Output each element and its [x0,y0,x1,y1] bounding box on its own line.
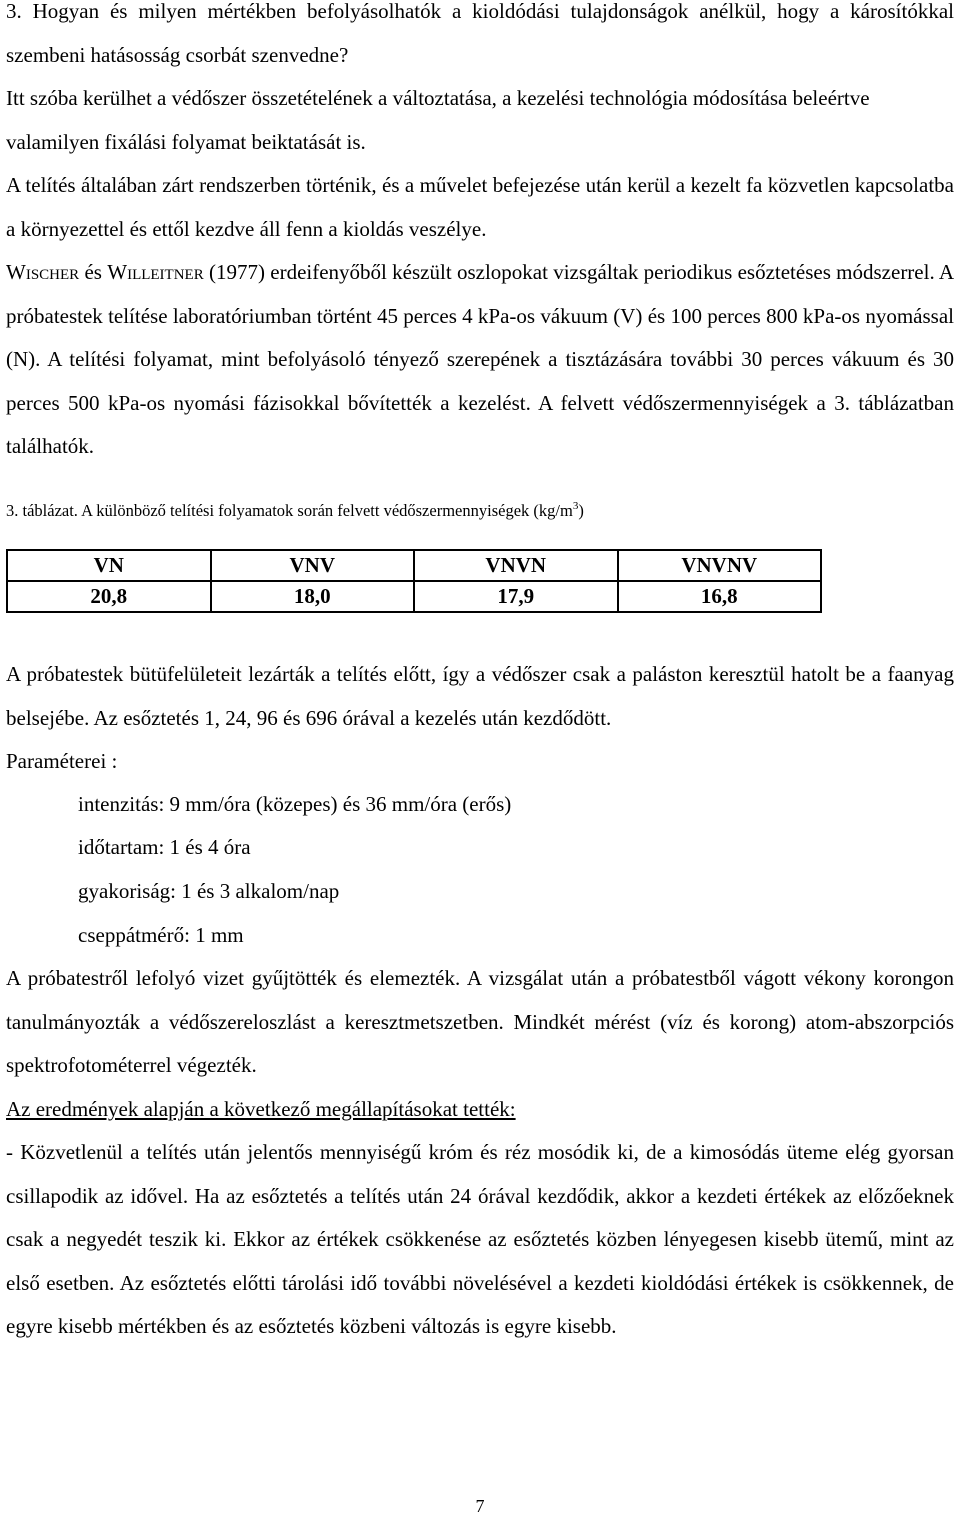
table-cell: 20,8 [7,581,211,612]
sealing-paragraph: A próbatestek bütüfelületeit lezárták a telítés előtt, így a védőszer csak a paláston keresztül hatolt be a faanyag belsejébe. Az esőztetés 1, 24, 96 és 696 órával a kezelés után kezdődött. [6,662,954,730]
analysis-paragraph: A próbatestről lefolyó vizet gyűjtötték és elemezték. A vizsgálat után a próbatestből vágott vékony korongon tanulmányozták a védőszereloszlást a keresztmetszetben. Mindkét mérést (víz és korong) atom-abszorpciós spektrofotométerrel végezték. [6,966,954,1077]
table-caption [6,496,584,526]
table-header-row [7,550,821,581]
table-cell: 16,8 [618,581,822,612]
table-caption-end: ) [578,501,584,520]
parameter-item: gyakoriság: 1 és 3 alkalom/nap [78,879,340,903]
table-caption-superscript: 3 [572,500,579,512]
saturation-paragraph: A telítés általában zárt rendszerben történik, és a művelet befejezése után kerül a kezelt fa közvetlen kapcsolatba a környezettel és ettől kezdve áll fenn a kioldás veszélye. [6,173,954,241]
author-willeitner: Willeitner [107,260,204,284]
table-header-cell: VNV [211,550,415,581]
table-header-cell: VN [7,550,211,581]
parameters-label: Paraméterei : [6,749,118,773]
table-cell: 17,9 [414,581,618,612]
question-heading: 3. Hogyan és milyen mértékben befolyásolhatók a kioldódási tulajdonságok anélkül, hogy a károsítókkal szembeni hatásosság csorbát szenvedne? [6,0,954,67]
page-number: 7 [475,1496,485,1516]
table-header-cell: VNVN [414,550,618,581]
experiment-paragraph [6,251,954,469]
conjunction: és [79,260,108,284]
table-header-cell: VNVNV [618,550,822,581]
results-paragraph: - Közvetlenül a telítés után jelentős mennyiségű króm és réz mosódik ki, de a kimosódás üteme elég gyorsan csillapodik az idővel. Ha az esőztetés a telítés után 24 órával kezdődik, akkor a kezdeti értékek az előzőeknek csak a negyedét teszik ki. Ekkor az értékek csökkenése az esőztetés közben lényegesen kisebb ütemű, mint az első esetben. Az esőztetés előtti tárolási idő további növelésével a kezdeti kioldódási értékek is csökkennek, de egyre kisebb mértékben és az esőztetés közbeni változás is egyre kisebb. [6,1140,954,1338]
uptake-table [6,549,822,613]
intro-paragraph: Itt szóba kerülhet a védőszer összetételének a változtatása, a kezelési technológia módosítása beleértve valamilyen fixálási folyamat beiktatását is. [6,86,870,154]
author-wischer: Wischer [6,260,80,284]
parameter-item: cseppátmérő: 1 mm [78,923,244,947]
parameter-item: időtartam: 1 és 4 óra [78,835,251,859]
experiment-text: (1977) erdeifenyőből készült oszlopokat vizsgáltak periodikus esőztetéses módszerrel. A próbatestek telítése laboratóriumban történt 45 perces 4 kPa-os vákuum (V) és 100 perces 800 kPa-os nyomással (N). A telítési folyamat, mint befolyásoló tényező szerepének a tisztázására további 30 perces vákuum és 30 perces 500 kPa-os nyomási fázisokkal bővítették a kezelést. A felvett védőszermennyiségek a 3. táblázatban találhatók. [6,260,955,458]
parameter-item: intenzitás: 9 mm/óra (közepes) és 36 mm/óra (erős) [78,792,512,816]
results-heading: Az eredmények alapján a következő megállapításokat tették: [6,1097,516,1121]
table-row [7,581,821,612]
table-caption-text: 3. táblázat. A különböző telítési folyamatok során felvett védőszermennyiségek (kg/m [6,501,573,520]
table-cell: 18,0 [211,581,415,612]
